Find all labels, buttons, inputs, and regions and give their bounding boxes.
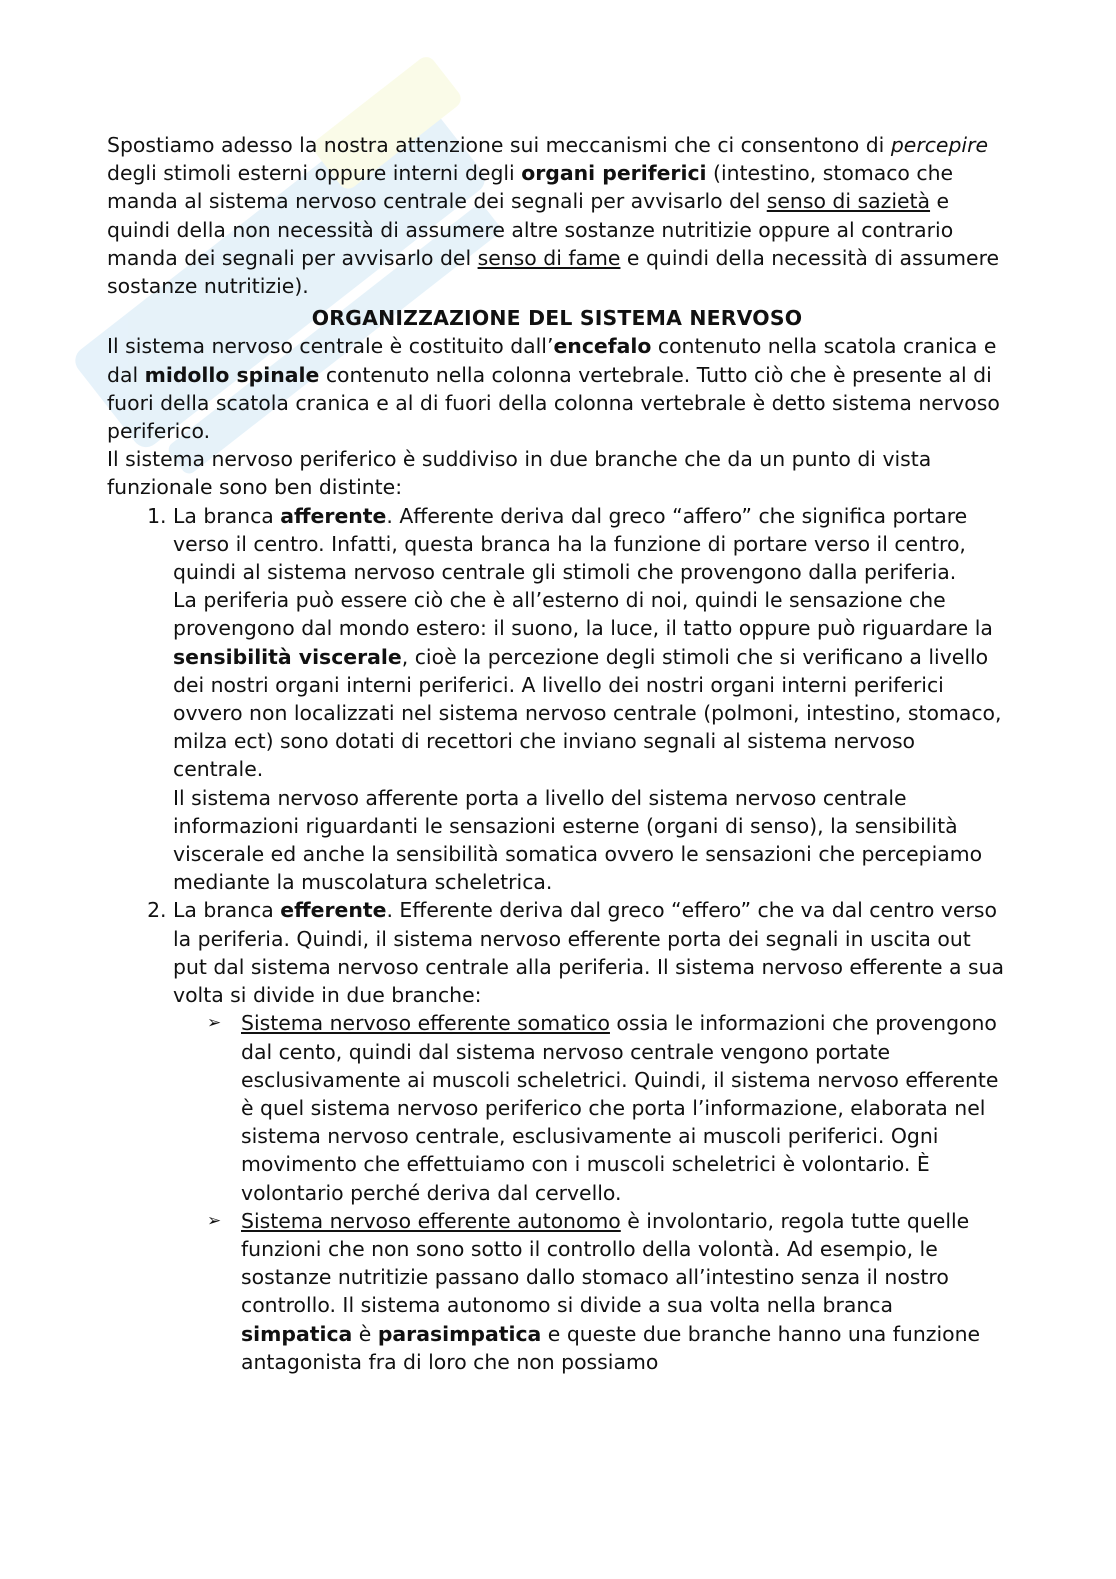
- sublist-item-autonomic: ➢ Sistema nervoso efferente autonomo è involontario, regola tutte quelle funzioni che non sono sotto il controllo della volontà. Ad esempio, le sostanze nutritizie passano dallo stomaco all’intestino senza il nostro controllo. Il sistema autonomo si divide a sua volta nella branca simpatica è parasimpatica e queste due branche hanno una funzione antagonista fra di loro che non possiamo: [207, 1208, 981, 1374]
- pns-paragraph: Il sistema nervoso periferico è suddiviso in due branche che da un punto di vista funzionale sono ben distinte:: [107, 447, 932, 500]
- section-heading: ORGANIZZAZIONE DEL SISTEMA NERVOSO: [311, 306, 803, 331]
- efferent-sublist: [173, 1009, 1007, 1376]
- arrow-bullet-icon: ➢: [207, 1210, 222, 1231]
- branches-list: [107, 502, 1007, 1376]
- arrow-bullet-icon: ➢: [207, 1013, 222, 1034]
- list-item-efferent: 2. La branca efferente. Efferente deriva dal greco “effero” che va dal centro verso la periferia. Quindi, il sistema nervoso efferente porta dei segnali in uscita out put dal sistema nervoso centrale alla periferia. Il sistema nervoso efferente a sua volta si divide in due branche: ➢ Sistema nervoso efferente somatico ossia le informazioni che provengono dal cento, quindi dal sistema nervoso centrale vengono portate esclusivamente ai muscoli scheletrici. Quindi, il sistema nervoso efferente è quel sistema nervoso periferico che porta l’informazione, elaborata nel sistema nervoso centrale, esclusivamente ai muscoli periferici. Ogni movimento che effettuiamo con i muscoli scheletrici è volontario. È volontario perché deriva dal cervello. ➢ Sistema nervoso efferente autonomo è involontario, regola tutte quelle funzioni che non sono sotto il controllo della volontà. Ad esempio, le sostanze nutritizie passano dallo stomaco all’intestino senza il nostro controllo. Il sistema autonomo si divide a sua volta nella branca simpatica è parasimpatica e queste due branche hanno una funzione antagonista fra di loro che non possiamo: [173, 896, 1007, 1375]
- cns-paragraph: Il sistema nervoso centrale è costituito dall’encefalo contenuto nella scatola cranica e dal midollo spinale contenuto nella colonna vertebrale. Tutto ciò che è presente al di fuori della scatola cranica e al di fuori della colonna vertebrale è detto sistema nervoso periferico.: [107, 334, 1000, 444]
- document-page: [107, 131, 1007, 1376]
- sublist-item-somatic: ➢ Sistema nervoso efferente somatico ossia le informazioni che provengono dal cento, quindi dal sistema nervoso centrale vengono portate esclusivamente ai muscoli scheletrici. Quindi, il sistema nervoso efferente è quel sistema nervoso periferico che porta l’informazione, elaborata nel sistema nervoso centrale, esclusivamente ai muscoli periferici. Ogni movimento che effettuiamo con i muscoli scheletrici è volontario. È volontario perché deriva dal cervello.: [207, 1011, 999, 1205]
- intro-paragraph: Spostiamo adesso la nostra attenzione sui meccanismi che ci consentono di percepire degli stimoli esterni oppure interni degli organi periferici (intestino, stomaco che manda al sistema nervoso centrale dei segnali per avvisarlo del senso di sazietà e quindi della non necessità di assumere altre sostanze nutritizie oppure al contrario manda dei segnali per avvisarlo del senso di fame e quindi della necessità di assumere sostanze nutritizie).: [107, 133, 1000, 299]
- list-item-afferent: 1. La branca afferente. Afferente deriva dal greco “affero” che significa portare verso il centro. Infatti, questa branca ha la funzione di portare verso il centro, quindi al sistema nervoso centrale gli stimoli che provengono dalla periferia. La periferia può essere ciò che è all’esterno di noi, quindi le sensazione che provengono dal mondo estero: il suono, la luce, il tatto oppure può riguardare la sensibilità viscerale, cioè la percezione degli stimoli che si verificano a livello dei nostri organi interni periferici. A livello dei nostri organi interni periferici ovvero non localizzati nel sistema nervoso centrale (polmoni, intestino, stomaco, milza ect) sono dotati di recettori che inviano segnali al sistema nervoso centrale. Il sistema nervoso afferente porta a livello del sistema nervoso centrale informazioni riguardanti le sensazioni esterne (organi di senso), la sensibilità viscerale ed anche la sensibilità somatica ovvero le sensazioni che percepiamo mediante la muscolatura scheletrica.: [173, 502, 1007, 897]
